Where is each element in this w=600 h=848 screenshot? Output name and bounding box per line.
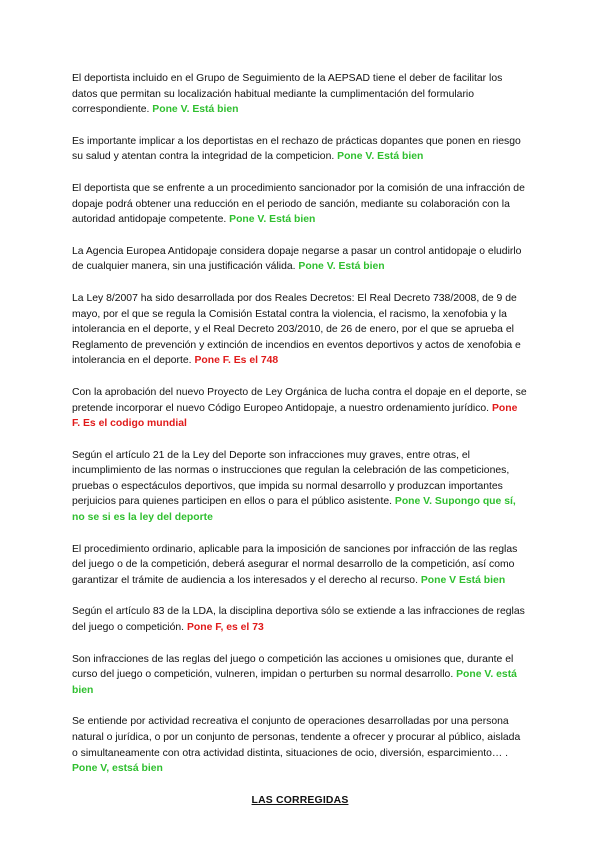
statement-text: La Ley 8/2007 ha sido desarrollada por dos Reales Decretos: El Real Decreto 738/2008, de 9 de mayo, por el que se regula la Comisión Estatal contra la violencia, el racismo, la xenofobia y la intolerancia en el deporte, y el Real Decreto 203/2010, de 26 de enero, por el que se aprueba el Reglamento de prevención y extinción de incendios en eventos deportivos y actos de xenofobia e intolerancia en el deporte. [72, 292, 521, 367]
answer-note: Pone F, es el 73 [186, 622, 264, 634]
answer-note: Pone V. Está bien [337, 151, 424, 163]
paragraph [72, 134, 528, 165]
statement-text: La Agencia Europea Antidopaje considera dopaje negarse a pasar un control antidopaje o eludirlo de cualquier manera, sin una justificación válida. [72, 245, 522, 273]
answer-note: Pone V. Está bien [298, 261, 385, 273]
statement-text: Según el artículo 21 de la Ley del Deporte son infracciones muy graves, entre otras, el incumplimiento de las normas o instrucciones que regulan la celebración de las competiciones, pruebas o espectáculos deportivos, que impida su normal desarrollo y produzcan importantes perjuicios para quienes participen en ellos o para el público asistente. [72, 449, 510, 508]
paragraph [72, 291, 528, 369]
paragraph [72, 244, 528, 275]
answer-note: Pone V, estsá bien [72, 763, 163, 775]
statement-text: Con la aprobación del nuevo Proyecto de Ley Orgánica de lucha contra el dopaje en el deporte, se pretende incorporar el nuevo Código Europeo Antidopaje, a nuestro ordenamiento jurídico. [72, 386, 527, 414]
paragraph [72, 604, 528, 635]
answer-note: Pone F. Es el 748 [194, 355, 279, 367]
statement-text: Se entiende por actividad recreativa el conjunto de operaciones desarrolladas por una persona natural o jurídica, o por un conjunto de personas, tendente a ofrecer y procurar al público, aislada o simultaneamente con otra actividad distinta, situaciones de ocio, diversión, esparcimiento… . [72, 716, 521, 759]
paragraph [72, 652, 528, 699]
statement-text: Es importante implicar a los deportistas en el rechazo de prácticas dopantes que ponen en riesgo su salud y atentan contra la integridad de la competicion. [72, 135, 521, 163]
statement-text: Son infracciones de las reglas del juego o competición las acciones u omisiones que, durante el curso del juego o competición, vulneren, impidan o perturben su normal desarrollo. [72, 653, 514, 681]
statement-text: El deportista que se enfrente a un procedimiento sancionador por la comisión de una infracción de dopaje podrá obtener una reducción en el periodo de sanción, mediante su colaboración con la autoridad antidopaje competente. [72, 182, 525, 226]
section-heading: LAS CORREGIDAS [251, 794, 349, 806]
answer-note: Pone F. Es el codigo mundial [72, 402, 518, 430]
statement-text: El deportista incluido en el Grupo de Seguimiento de la AEPSAD tiene el deber de facilitar los datos que permitan su localización habitual mediante la cumplimentación del formulario correspondiente. [72, 73, 503, 116]
statement-text: Según el artículo 83 de la LDA, la disciplina deportiva sólo se extiende a las infracciones de reglas del juego o competición. [72, 606, 525, 634]
paragraph [72, 71, 528, 118]
answer-note: Pone V Está bien [420, 574, 506, 586]
paragraph [72, 542, 528, 589]
paragraph [72, 385, 528, 432]
paragraph [72, 181, 528, 228]
document-page [72, 71, 528, 808]
answer-note: Pone V. está bien [72, 669, 517, 696]
statement-text: El procedimiento ordinario, aplicable para la imposición de sanciones por infracción de las reglas del juego o de la competición, deberá asegurar el normal desarrollo de la competición, así como garantizar el trámite de audiencia a los interesados y el derecho al recurso. [72, 543, 518, 586]
answer-note: Pone V. Supongo que sí, no se si es la ley del deporte [72, 496, 516, 524]
paragraph [72, 448, 528, 526]
answer-note: Pone V. Está bien [229, 214, 316, 226]
answer-note: Pone V. Está bien [152, 104, 239, 116]
paragraph [72, 714, 528, 776]
